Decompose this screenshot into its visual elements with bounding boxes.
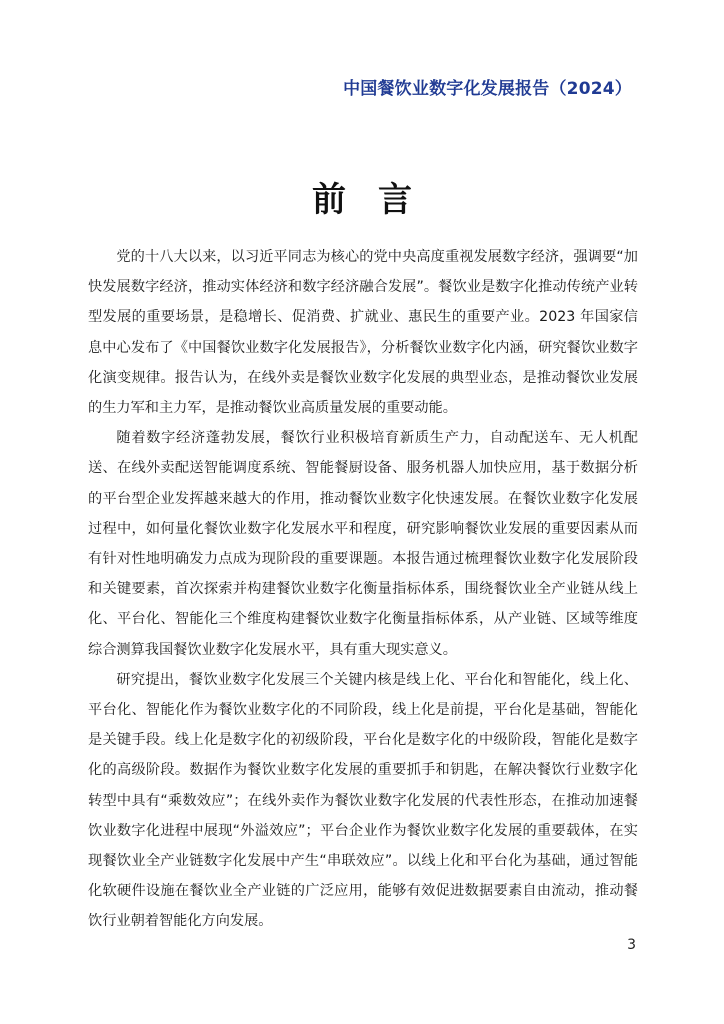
paragraph-2: 随着数字经济蓬勃发展，餐饮行业积极培育新质生产力，自动配送车、无人机配送、在线外卖配送智能调度系统、智能餐厨设备、服务机器人加快应用，基于数据分析的平台型企业发挥越来越大的作用，推动餐饮业数字化快速发展。在餐饮业数字化发展过程中，如何量化餐饮业数字化发展水平和程度，研究影响餐饮业发展的重要因素从而有针对性地明确发力点成为现阶段的重要课题。本报告通过梳理餐饮业数字化发展阶段和关键要素，首次探索并构建餐饮业数字化衡量指标体系，围绕餐饮业全产业链从线上化、平台化、智能化三个维度构建餐饮业数字化衡量指标体系，从产业链、区域等维度综合测算我国餐饮业数字化发展水平，具有重大现实意义。 [88,430,638,658]
page-title: 前言 [312,180,444,220]
running-header-report-title: 中国餐饮业数字化发展报告（2024） [343,79,632,99]
page-number: 3 [627,937,636,953]
paragraph-1: 党的十八大以来，以习近平同志为核心的党中央高度重视发展数字经济，强调要“加快发展数字经济，推动实体经济和数字经济融合发展”。餐饮业是数字化推动传统产业转型发展的重要场景，是稳增长、促消费、扩就业、惠民生的重要产业。2023 年国家信息中心发布了《中国餐饮业数字化发展报告》，分析餐饮业数字化内涵，研究餐饮业数字化演变规律。报告认为，在线外卖是餐饮业数字化发展的典型业态，是推动餐饮业发展的生力军和主力军，是推动餐饮业高质量发展的重要动能。 [88,249,638,417]
paragraph-3: 研究提出，餐饮业数字化发展三个关键内核是线上化、平台化和智能化，线上化、平台化、智能化作为餐饮业数字化的不同阶段，线上化是前提，平台化是基础，智能化是关键手段。线上化是数字化的初级阶段，平台化是数字化的中级阶段，智能化是数字化的高级阶段。数据作为餐饮业数字化发展的重要抓手和钥匙，在解决餐饮行业数字化转型中具有“乘数效应”；在线外卖作为餐饮业数字化发展的代表性形态，在推动加速餐饮业数字化进程中展现“外溢效应”；平台企业作为餐饮业数字化发展的重要载体，在实现餐饮业全产业链数字化发展中产生“串联效应”。以线上化和平台化为基础，通过智能化软硬件设施在餐饮业全产业链的广泛应用，能够有效促进数据要素自由流动，推动餐饮行业朝着智能化方向发展。 [88,671,638,930]
body-text [88,242,638,937]
